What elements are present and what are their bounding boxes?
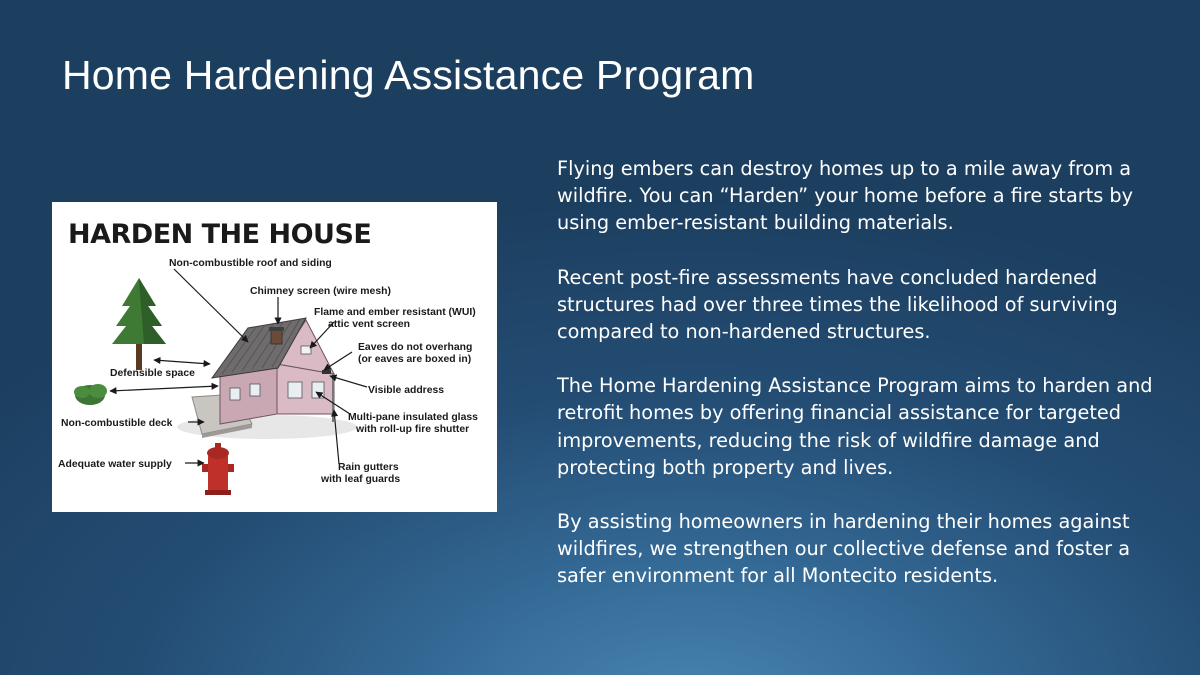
pine-tree-icon: [112, 278, 166, 370]
label-gutters-2: with leaf guards: [321, 474, 401, 485]
label-eaves-1: Eaves do not overhang: [358, 342, 473, 353]
label-vent-1: Flame and ember resistant (WUI): [314, 307, 476, 318]
label-roof: Non-combustible roof and siding: [169, 258, 332, 269]
paragraph-assessments: Recent post-fire assessments have concluded hardened structures had over three times the likelihood of surviving compared to non-hardened structures.: [557, 265, 1118, 344]
label-glass-1: Multi-pane insulated glass: [348, 412, 478, 423]
label-eaves-2: (or eaves are boxed in): [358, 354, 472, 365]
label-deck: Non-combustible deck: [61, 418, 173, 429]
diagram-heading: HARDEN THE HOUSE: [68, 219, 372, 250]
label-address: Visible address: [368, 385, 445, 396]
paragraph-program-aims: The Home Hardening Assistance Program aims to harden and retrofit homes by offering financial assistance for targeted improvements, reducing the risk of wildfire damage and protecting both property and lives.: [557, 374, 1153, 479]
label-vent-2: attic vent screen: [328, 319, 411, 330]
fire-hydrant-icon: [202, 443, 234, 495]
label-glass-2: with roll-up fire shutter: [356, 424, 470, 435]
label-defensible: Defensible space: [110, 368, 195, 379]
shrub-icon: [74, 384, 107, 405]
paragraph-embers: Flying embers can destroy homes up to a mile away from a wildfire. You can “Harden” your home before a fire starts by using ember-resistant building materials.: [557, 157, 1134, 235]
label-gutters-1: Rain gutters: [338, 462, 399, 473]
house-illustration: [177, 318, 357, 439]
slide-title: Home Hardening Assistance Program: [62, 52, 755, 98]
harden-the-house-diagram: [52, 202, 497, 512]
label-water: Adequate water supply: [58, 459, 172, 470]
paragraph-community: By assisting homeowners in hardening their homes against wildfires, we strengthen our collective defense and foster a safer environment for all Montecito residents.: [557, 510, 1131, 588]
label-chimney: Chimney screen (wire mesh): [250, 286, 391, 297]
body-text: [557, 155, 1177, 617]
